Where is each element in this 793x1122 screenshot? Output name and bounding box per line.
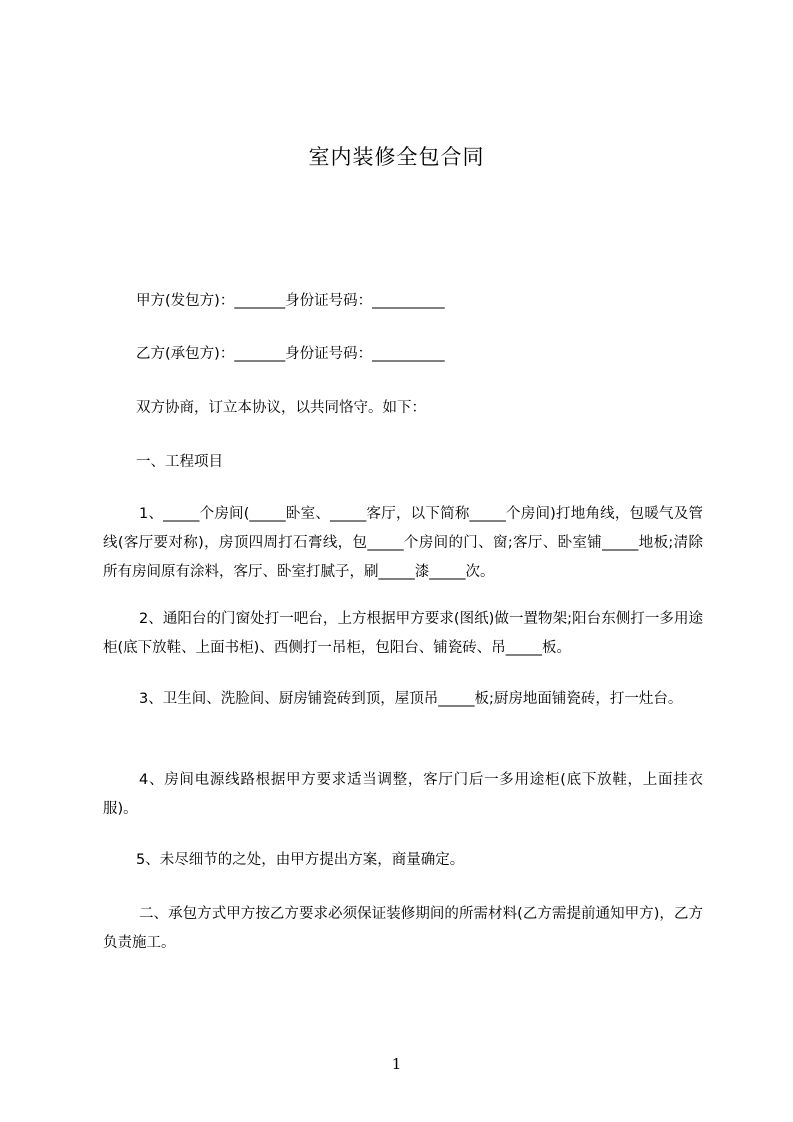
document-title: 室内装修全包合同 [308,145,485,169]
agreement-line: 双方协商，订立本协议，以共同恪守。如下： [136,400,426,416]
item-2-paragraph: 2、通阳台的门窗处打一吧台，上方根据甲方要求(图纸)做一置物架;阳台东侧打一多用途柜(底下放鞋、上面书柜)、西侧打一吊柜，包阳台、铺瓷砖、吊_____板。 [103,611,703,656]
party-a-line: 甲方(发包方)：_______身份证号码：__________ [136,293,445,309]
item-3-paragraph: 3、卫生间、洗脸间、厨房铺瓷砖到顶，屋顶吊_____板;厨房地面铺瓷砖，打一灶台。 [139,691,683,707]
page-number: 1 [391,1055,402,1073]
item-5-line: 5、未尽细节的之处，由甲方提出方案，商量确定。 [136,852,465,868]
section-1-heading: 一、工程项目 [136,454,223,470]
item-1-paragraph: 1、_____个房间(_____卧室、_____客厅，以下简称_____个房间)打地角线，包暖气及管线(客厅要对称)，房顶四周打石膏线，包_____个房间的门、窗;客厅、卧室铺_____地板;清除所有房间原有涂料，客厅、卧室打腻子，刷_____漆_____次。 [103,506,703,580]
party-b-line: 乙方(承包方)：_______身份证号码：__________ [136,346,445,362]
item-4-paragraph: 4、房间电源线路根据甲方要求适当调整，客厅门后一多用途柜(底下放鞋，上面挂衣服)。 [103,772,703,817]
section-2-paragraph: 二、承包方式甲方按乙方要求必须保证装修期间的所需材料(乙方需提前通知甲方)，乙方负责施工。 [103,906,703,951]
